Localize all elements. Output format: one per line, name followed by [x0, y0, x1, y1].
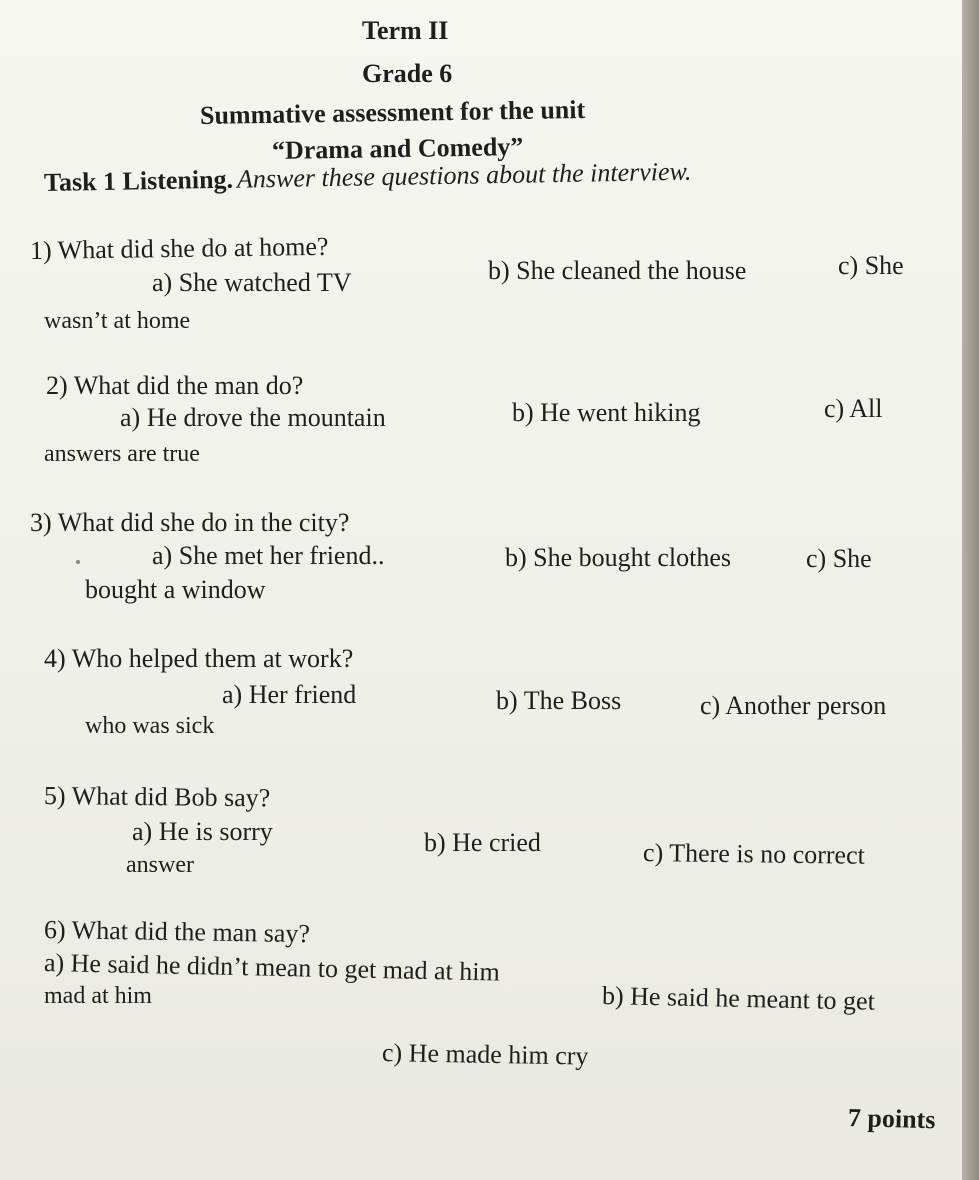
question-1: 1) What did she do at home? — [29, 231, 329, 265]
q6-option-c: c) He made him cry — [381, 1038, 589, 1071]
q4-option-c: c) Another person — [700, 691, 887, 720]
q3-option-c-cont: bought a window — [85, 575, 266, 604]
q4-option-a: a) Her friend — [222, 680, 357, 709]
q1-option-b: b) She cleaned the house — [488, 256, 747, 285]
q5-option-a: a) He is sorry — [132, 817, 273, 846]
q5-option-c-cont: answer — [126, 852, 194, 878]
q1-option-c: c) She — [838, 251, 904, 280]
q3-option-c: c) She — [806, 544, 872, 573]
q2-option-c: c) All — [824, 394, 883, 423]
q4-option-c-cont: who was sick — [85, 713, 215, 739]
q2-option-b: b) He went hiking — [512, 398, 701, 427]
q3-option-b: b) She bought clothes — [505, 543, 732, 572]
q2-option-a: a) He drove the mountain — [120, 403, 386, 432]
term-heading: Term II — [362, 16, 449, 45]
question-4: 4) Who helped them at work? — [44, 644, 354, 673]
question-3: 3) What did she do in the city? — [30, 508, 350, 537]
unit-title: “Drama and Comedy” — [271, 132, 524, 165]
question-5: 5) What did Bob say? — [43, 781, 271, 813]
q4-option-b: b) The Boss — [496, 686, 622, 715]
question-6: 6) What did the man say? — [43, 915, 311, 949]
q2-option-c-cont: answers are true — [44, 441, 200, 467]
q1-option-a: a) She watched TV — [152, 268, 352, 297]
page-edge — [962, 0, 979, 1180]
task-instruction: Answer these questions about the interview. — [236, 156, 692, 194]
question-2: 2) What did the man do? — [46, 371, 304, 400]
q5-option-b: b) He cried — [424, 828, 541, 857]
task-line — [43, 156, 692, 197]
points-total: 7 points — [847, 1103, 936, 1135]
q3-option-a: a) She met her friend.. — [152, 541, 385, 570]
task-label: Task 1 Listening. — [43, 164, 234, 197]
q1-option-c-cont: wasn’t at home — [44, 308, 191, 334]
q6-option-b: b) He said he meant to get — [601, 981, 876, 1016]
q5-option-c: c) There is no correct — [642, 838, 866, 870]
assessment-title: Summative assessment for the unit — [199, 94, 586, 130]
grade-heading: Grade 6 — [362, 59, 453, 88]
q6-option-b-cont: mad at him — [44, 983, 152, 1009]
q6-option-a: a) He said he didn’t mean to get mad at him — [43, 948, 501, 987]
stray-dot — [76, 560, 80, 564]
